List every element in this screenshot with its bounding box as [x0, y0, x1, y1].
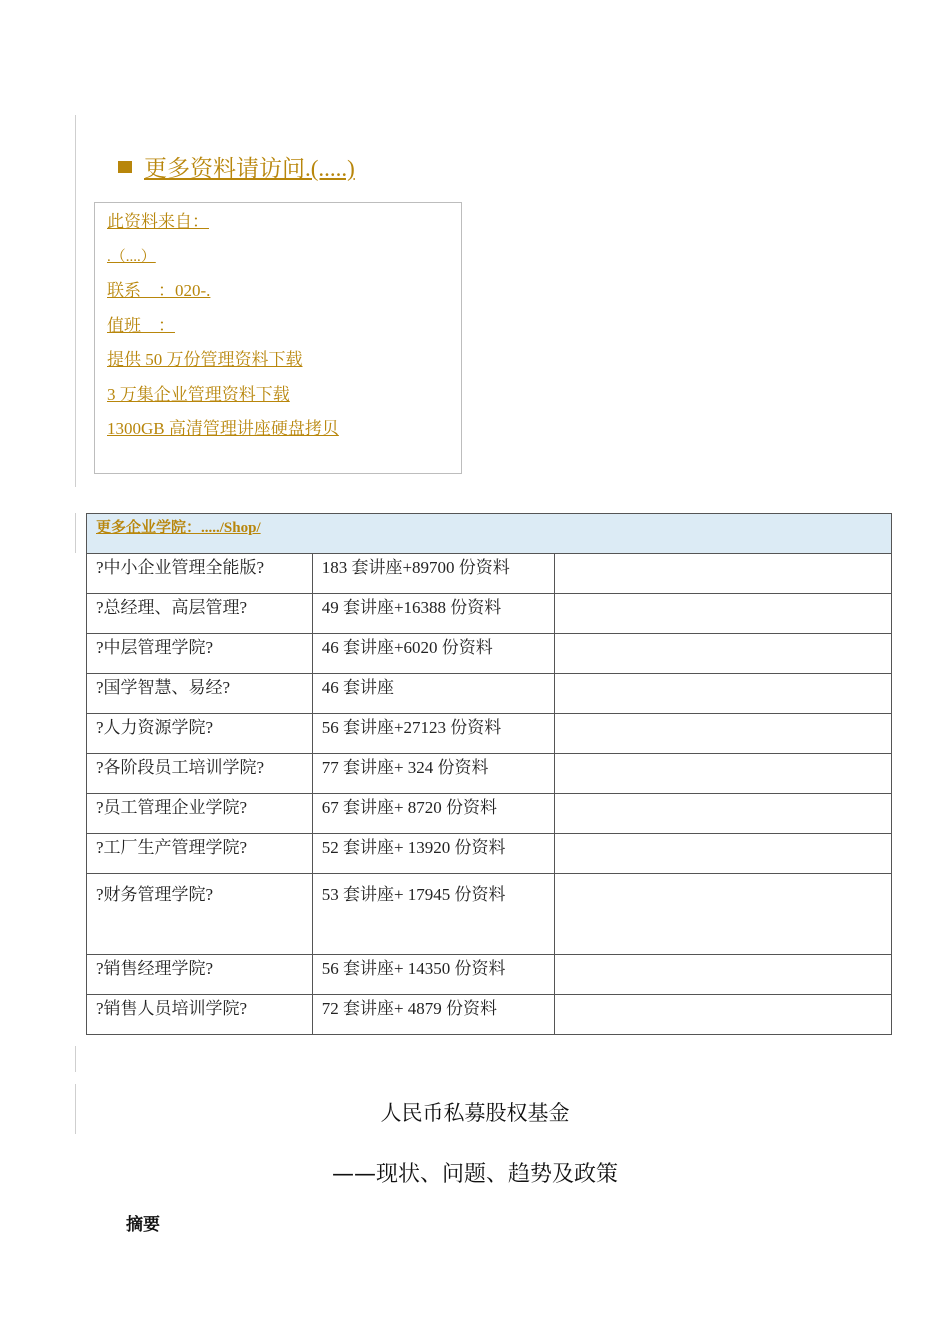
document-title: 人民币私募股权基金 [380, 1101, 570, 1125]
college-extra [555, 794, 892, 834]
college-extra [555, 634, 892, 674]
info-site-link[interactable]: .（....） [107, 248, 156, 265]
square-bullet-icon [118, 161, 132, 173]
college-name: ?中层管理学院? [87, 634, 313, 674]
college-name: ?销售经理学院? [87, 955, 313, 995]
more-resources-heading [118, 150, 355, 183]
college-extra [555, 674, 892, 714]
college-name: ?工厂生产管理学院? [87, 834, 313, 874]
college-detail: 77 套讲座+ 324 份资料 [312, 754, 555, 794]
college-name: ?中小企业管理全能版? [87, 554, 313, 594]
download-500k-link[interactable]: 提供 50 万份管理资料下载 [107, 350, 303, 369]
college-extra [555, 594, 892, 634]
college-table [86, 513, 892, 1035]
table-row [87, 714, 892, 754]
college-name: ?人力资源学院? [87, 714, 313, 754]
college-extra [555, 955, 892, 995]
college-detail: 46 套讲座 [312, 674, 555, 714]
info-duty-line [107, 311, 461, 346]
college-detail: 183 套讲座+89700 份资料 [312, 554, 555, 594]
table-header-row [87, 514, 892, 554]
download-30k-link[interactable]: 3 万集企业管理资料下载 [107, 384, 290, 404]
college-name: ?总经理、高层管理? [87, 594, 313, 634]
margin-rule-table [75, 513, 76, 553]
college-detail: 56 套讲座+27123 份资料 [312, 714, 555, 754]
info-site-line [107, 242, 461, 277]
college-extra [555, 554, 892, 594]
more-resources-link[interactable]: 更多资料请访问.(.....) [144, 156, 355, 181]
abstract-heading: 摘要 [126, 1215, 160, 1235]
college-detail: 53 套讲座+ 17945 份资料 [312, 874, 555, 955]
table-row [87, 955, 892, 995]
table-row [87, 594, 892, 634]
college-extra [555, 714, 892, 754]
college-detail: 52 套讲座+ 13920 份资料 [312, 834, 555, 874]
info-enterprise-line [107, 380, 461, 415]
table-row [87, 634, 892, 674]
table-row [87, 754, 892, 794]
college-extra [555, 834, 892, 874]
table-row [87, 674, 892, 714]
info-source-line [107, 207, 461, 242]
table-row [87, 834, 892, 874]
document-subtitle: ——现状、问题、趋势及政策 [331, 1162, 618, 1187]
table-row [87, 995, 892, 1035]
table-header-cell [87, 514, 892, 554]
table-row [87, 874, 892, 955]
table-row [87, 794, 892, 834]
info-download-line [107, 345, 461, 380]
margin-rule-mid [75, 1046, 76, 1072]
college-extra [555, 874, 892, 955]
more-colleges-link[interactable]: 更多企业学院：...../Shop/ [96, 520, 261, 536]
info-box [94, 202, 462, 474]
college-extra [555, 995, 892, 1035]
info-contact-line [107, 276, 461, 311]
info-contact-link[interactable]: 联系 ：020-. [107, 281, 211, 300]
college-detail: 67 套讲座+ 8720 份资料 [312, 794, 555, 834]
college-detail: 56 套讲座+ 14350 份资料 [312, 955, 555, 995]
college-extra [555, 754, 892, 794]
college-detail: 46 套讲座+6020 份资料 [312, 634, 555, 674]
info-lecture-line [107, 414, 461, 449]
college-name: ?销售人员培训学院? [87, 995, 313, 1035]
margin-rule-top [75, 115, 76, 487]
info-duty-link[interactable]: 值班 ： [107, 315, 175, 335]
college-name: ?各阶段员工培训学院? [87, 754, 313, 794]
college-detail: 49 套讲座+16388 份资料 [312, 594, 555, 634]
college-name: ?国学智慧、易经? [87, 674, 313, 714]
lecture-copy-link[interactable]: 1300GB 高清管理讲座硬盘拷贝 [107, 419, 339, 438]
college-detail: 72 套讲座+ 4879 份资料 [312, 995, 555, 1035]
college-name: ?员工管理企业学院? [87, 794, 313, 834]
info-source-link[interactable]: 此资料来自： [107, 212, 209, 231]
table-row [87, 554, 892, 594]
college-name: ?财务管理学院? [87, 874, 313, 955]
